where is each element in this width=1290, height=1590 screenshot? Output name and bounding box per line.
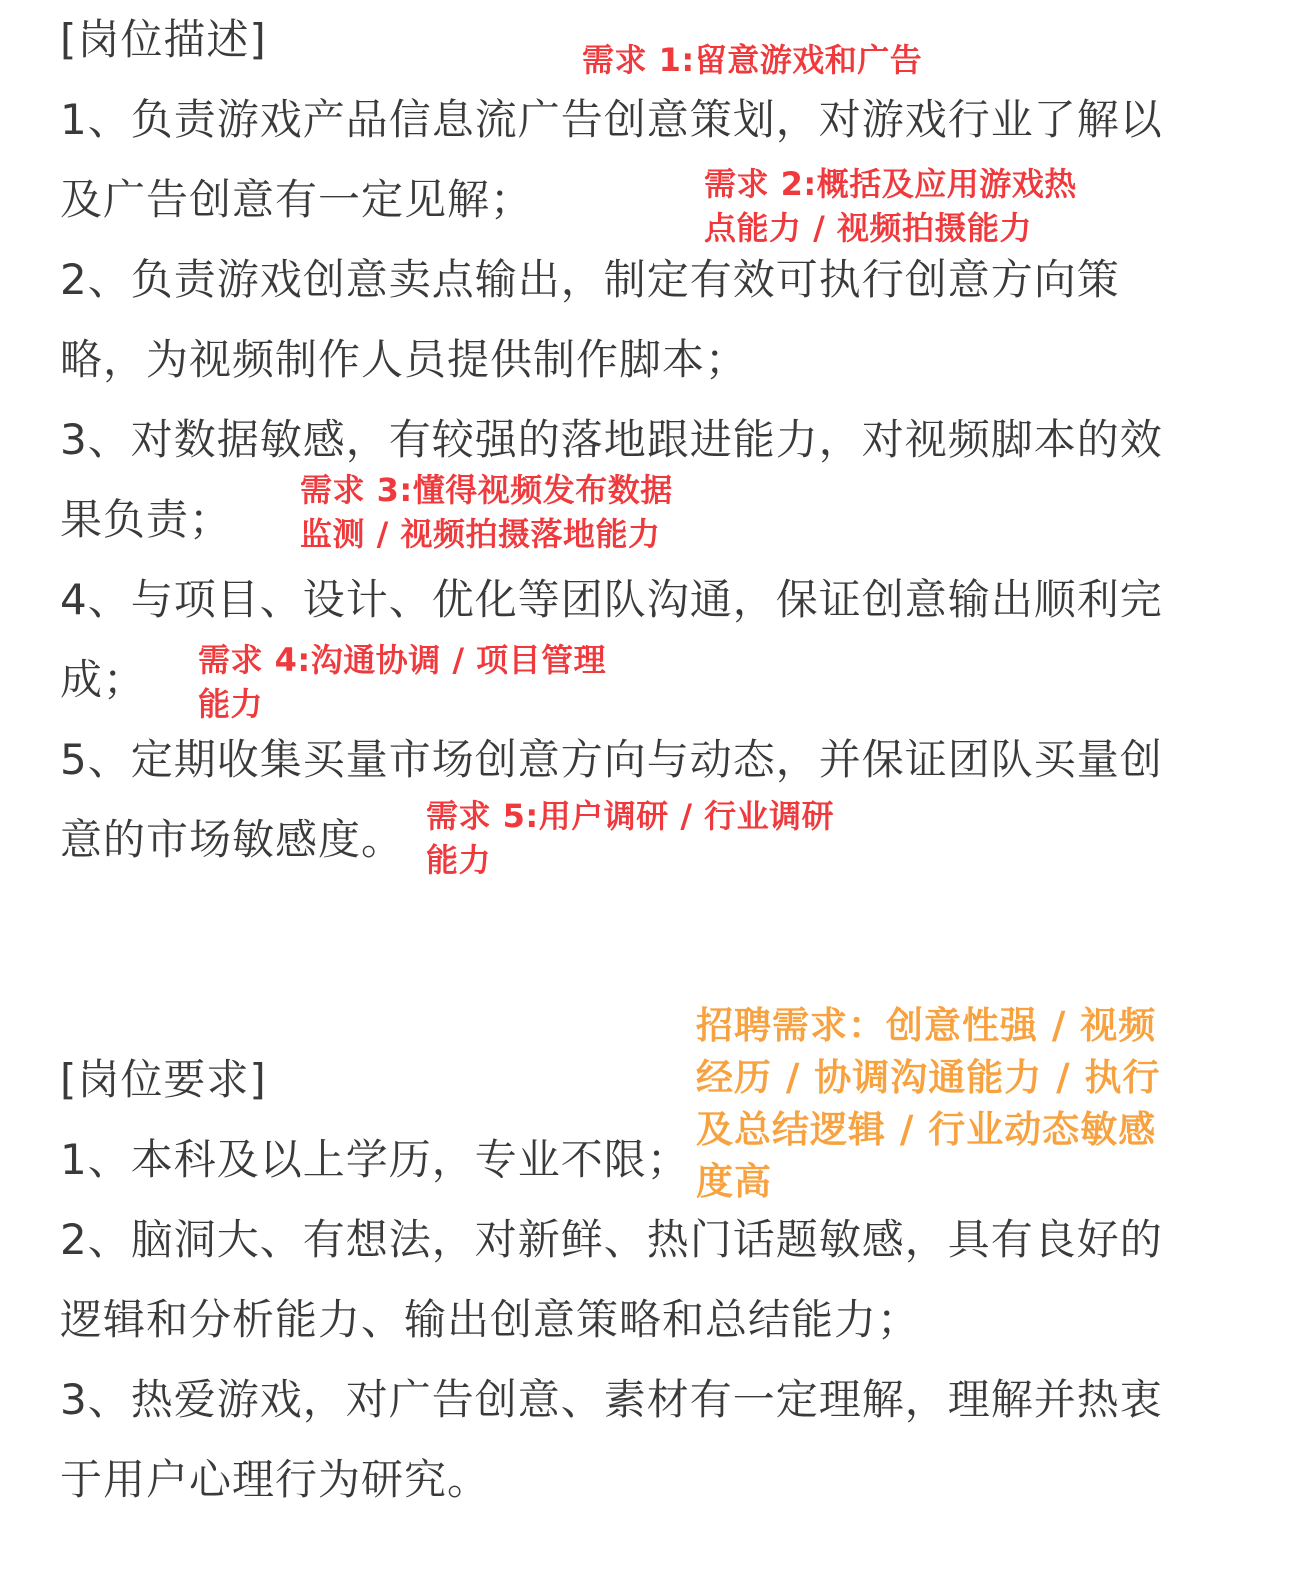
annotation-line: 及总结逻辑 / 行业动态敏感: [696, 1108, 1157, 1151]
requirements-heading: [岗位要求]: [60, 1055, 267, 1104]
annotation-need-3: [300, 468, 673, 556]
annotation-line: 需求 2:概括及应用游戏热: [704, 165, 1077, 203]
description-line: 及广告创意有一定见解；: [60, 175, 534, 224]
description-line: 成；: [60, 655, 147, 704]
annotation-hiring-needs: [696, 1000, 1161, 1208]
annotation-line: 监测 / 视频拍摄落地能力: [300, 515, 661, 553]
annotation-need-2: [704, 162, 1077, 250]
description-line: 4、与项目、设计、优化等团队沟通，保证创意输出顺利完: [60, 575, 1163, 624]
annotation-need-5: [426, 794, 834, 882]
description-line: 3、对数据敏感，有较强的落地跟进能力，对视频脚本的效: [60, 415, 1163, 464]
annotation-line: 能力: [198, 685, 264, 723]
description-line: 果负责；: [60, 495, 233, 544]
description-heading: [岗位描述]: [60, 15, 267, 64]
annotation-line: 经历 / 协调沟通能力 / 执行: [696, 1056, 1161, 1099]
requirements-line: 1、本科及以上学历，专业不限；: [60, 1135, 690, 1184]
annotation-line: 需求 4:沟通协调 / 项目管理: [198, 641, 607, 679]
description-line: 略，为视频制作人员提供制作脚本；: [60, 335, 749, 384]
description-line: 意的市场敏感度。: [60, 815, 405, 864]
annotation-need-4: [198, 638, 606, 726]
annotation-line: 招聘需求：创意性强 / 视频: [696, 1004, 1157, 1047]
annotation-line: 能力: [426, 841, 492, 879]
description-line: 2、负责游戏创意卖点输出，制定有效可执行创意方向策: [60, 255, 1120, 304]
requirements-line: 3、热爱游戏，对广告创意、素材有一定理解，理解并热衷: [60, 1375, 1163, 1424]
requirements-line: 2、脑洞大、有想法，对新鲜、热门话题敏感，具有良好的: [60, 1215, 1163, 1264]
requirements-line: 于用户心理行为研究。: [60, 1455, 491, 1504]
annotation-need-1: [582, 38, 922, 82]
description-line: 1、负责游戏产品信息流广告创意策划，对游戏行业了解以: [60, 95, 1163, 144]
description-line: 5、定期收集买量市场创意方向与动态，并保证团队买量创: [60, 735, 1163, 784]
annotation-line: 需求 5:用户调研 / 行业调研: [426, 797, 835, 835]
annotation-line: 需求 1:留意游戏和广告: [582, 41, 923, 79]
annotation-line: 需求 3:懂得视频发布数据: [300, 471, 673, 509]
annotation-line: 度高: [696, 1160, 772, 1203]
requirements-line: 逻辑和分析能力、输出创意策略和总结能力；: [60, 1295, 921, 1344]
annotation-line: 点能力 / 视频拍摄能力: [704, 209, 1032, 247]
